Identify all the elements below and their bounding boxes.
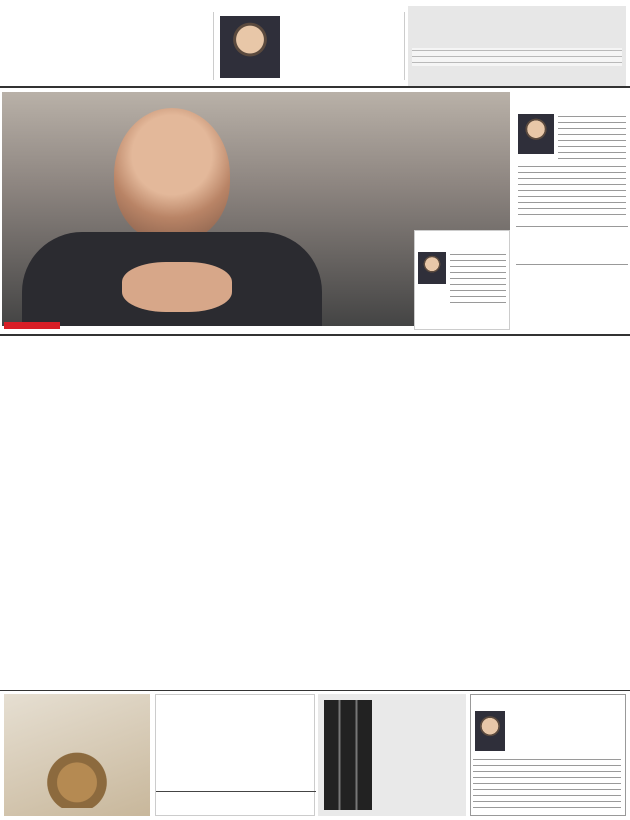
side-news[interactable] xyxy=(516,92,628,332)
ads-rule xyxy=(0,690,630,691)
ad-condolence[interactable] xyxy=(470,694,626,816)
section-rule xyxy=(0,334,630,336)
ad-magazine-cover-art xyxy=(24,744,130,808)
condolence-text xyxy=(473,757,621,811)
ad-promo[interactable] xyxy=(318,694,466,816)
divider xyxy=(516,264,628,265)
date-box xyxy=(4,13,48,59)
teaser-fordo[interactable] xyxy=(408,6,626,86)
main-page-ref xyxy=(4,322,60,329)
ad-magazine[interactable] xyxy=(4,694,150,816)
teaser-fordo-body xyxy=(412,48,622,66)
editorial-box[interactable] xyxy=(414,230,510,330)
masthead-rule xyxy=(0,86,630,88)
karbasian-face xyxy=(114,108,230,242)
jamsaz-photo xyxy=(418,252,446,284)
divider xyxy=(516,226,628,227)
editorial-body xyxy=(450,252,506,308)
side-news-body xyxy=(558,114,626,162)
ad-online-url[interactable] xyxy=(156,791,316,794)
condolence-photo xyxy=(475,711,505,751)
side-news-body-2 xyxy=(518,164,626,216)
teaser-interview[interactable] xyxy=(213,12,405,80)
ghahremanpour-photo xyxy=(518,114,554,154)
atrianfar-photo xyxy=(220,16,280,78)
karbasian-hands xyxy=(122,262,232,312)
ad-promo-figures xyxy=(324,700,372,810)
ad-online[interactable] xyxy=(155,694,315,816)
